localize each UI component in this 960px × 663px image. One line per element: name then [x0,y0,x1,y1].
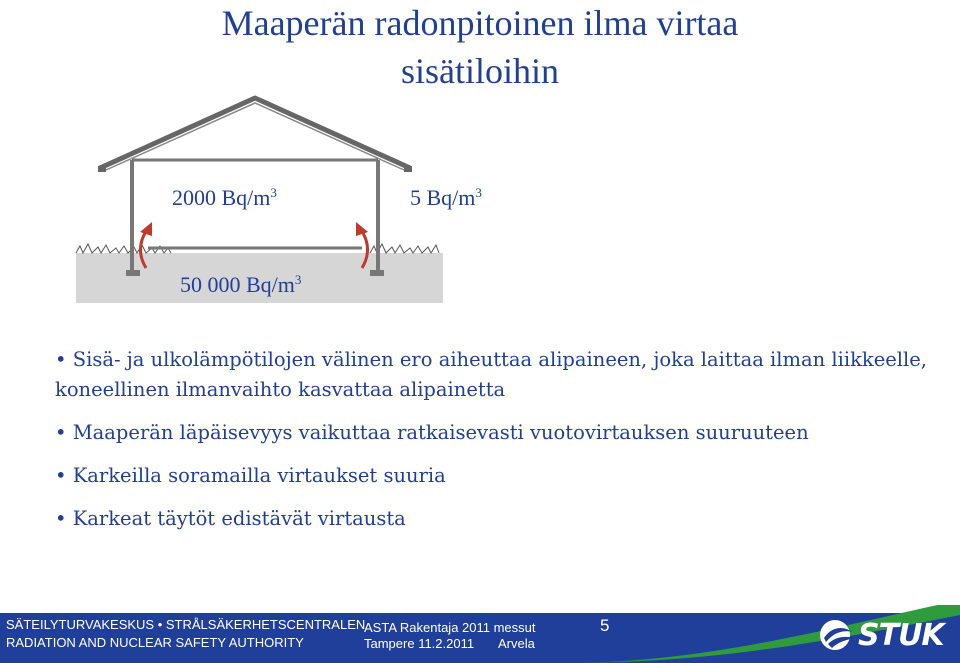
stuk-logo-mark [818,618,856,652]
left-footing [126,270,140,276]
bullet-item: • Sisä- ja ulkolämpötilojen välinen ero aiheuttaa alipaineen, joka laittaa ilman liikkeelle, koneellinen ilmanvaihto kasvattaa alipainetta [55,348,928,401]
soil-concentration: 50 000 $Bq/m^3$ [180,272,302,297]
org-name-line-2: RADIATION AND NUCLEAR SAFETY AUTHORITY [6,635,304,650]
event-author: Arvela [498,636,535,651]
bullet-symbol: • [55,421,67,444]
slide-title-line-1: Maaperän radonpitoinen ilma virtaa [221,3,739,43]
right-arrow-head [356,222,368,236]
left-arrow-head [140,222,152,236]
indoor-concentration-right: 5 $Bq/m^3$ [410,185,482,210]
bullet-item: • Maaperän läpäisevyys vaikuttaa ratkaisevasti vuotovirtauksen suuruuteen [55,421,809,444]
footer [0,605,960,663]
right-footing [370,270,384,276]
event-name: ASTA Rakentaja 2011 messut [364,620,536,635]
org-name-line-1: SÄTEILYTURVAKESKUS • STRÅLSÄKERHETSCENTRALEN [6,617,366,632]
bullet-item: • Karkeilla soramailla virtaukset suuria [55,464,446,487]
roof [100,98,410,168]
stuk-logo [818,617,944,653]
bullet-symbol: • [55,464,67,487]
bullet-symbol: • [55,348,67,371]
bullet-list [55,345,935,534]
slide-title-line-2: sisätiloihin [400,51,559,91]
page-number: 5 [600,616,610,635]
bullet-symbol: • [55,507,67,530]
event-place-date: Tampere 11.2.2011 [364,636,475,651]
bullet-item: • Karkeat täytöt edistävät virtausta [55,507,406,530]
indoor-concentration-left: 2000 $Bq/m^3$ [172,185,277,210]
stuk-logo-text: STUK [858,617,944,653]
